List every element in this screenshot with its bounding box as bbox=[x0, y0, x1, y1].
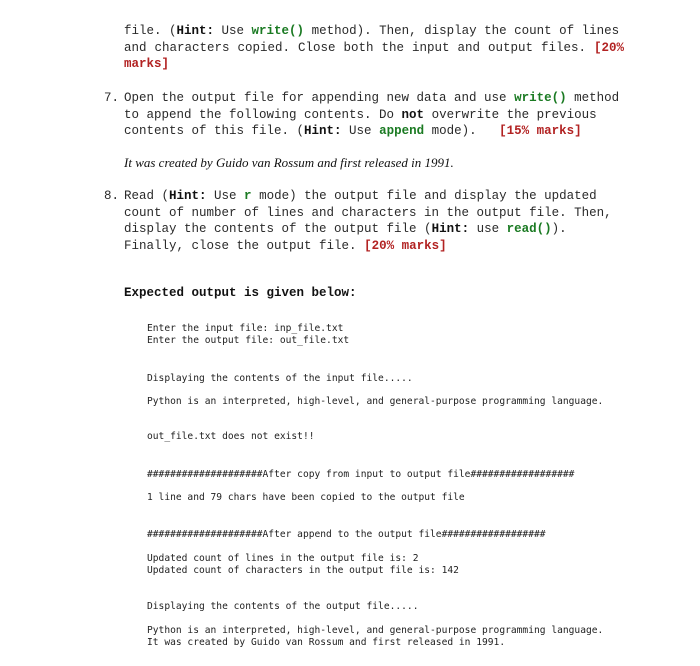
item-7-number: 7. bbox=[104, 91, 120, 105]
read-keyword: read() bbox=[506, 222, 552, 236]
not-keyword: not bbox=[401, 107, 425, 122]
hint-label: Hint: bbox=[304, 124, 342, 138]
output-line: out_file.txt does not exist!! bbox=[147, 431, 315, 442]
item-8-number: 8. bbox=[104, 189, 120, 203]
output-line: It was created by Guido van Rossum and first released in 1991. bbox=[147, 637, 506, 648]
item-6-line-2: and characters copied. Close both the input and output files. [20% marks] bbox=[124, 40, 624, 71]
append-quote: It was created by Guido van Rossum and first released in 1991. bbox=[124, 155, 454, 170]
output-line: ####################After copy from input to output file################## bbox=[147, 469, 575, 480]
hint-label: Hint: bbox=[169, 189, 207, 203]
output-line: Displaying the contents of the output file..... bbox=[147, 601, 419, 612]
expected-output-heading: Expected output is given below: bbox=[124, 286, 357, 300]
marks-label: [15% marks] bbox=[499, 124, 582, 138]
write-keyword: write() bbox=[251, 24, 305, 38]
hint-label: Hint: bbox=[176, 24, 215, 38]
item-8-text: Read (Hint: Use r mode) the output file and display the updated count of number of lines and characters in the output file. Then, display the contents of the output file (Hint: use read()). Finally, close the output file. [20% marks] bbox=[124, 189, 612, 253]
marks-label: [20% marks] bbox=[364, 238, 447, 253]
output-line: Python is an interpreted, high-level, and general-purpose programming language. bbox=[147, 396, 604, 407]
output-line: Displaying the contents of the input file..... bbox=[147, 373, 413, 384]
hint-label: Hint: bbox=[431, 222, 470, 236]
item-6-line-1: file. (Hint: Use write() method). Then, display the count of lines bbox=[124, 24, 620, 38]
output-line: Enter the output file: out_file.txt bbox=[147, 335, 350, 346]
item-6-continuation bbox=[124, 23, 624, 73]
output-line: Enter the input file: inp_file.txt bbox=[147, 323, 344, 334]
output-line: ####################After append to the output file################## bbox=[147, 529, 546, 540]
r-keyword: r bbox=[244, 189, 252, 203]
marks-label: [20% marks] bbox=[124, 40, 624, 71]
output-line: 1 line and 79 chars have been copied to the output file bbox=[147, 492, 465, 503]
append-keyword: append bbox=[379, 124, 425, 138]
output-line: Python is an interpreted, high-level, and general-purpose programming language. bbox=[147, 625, 604, 636]
output-line: Updated count of characters in the output file is: 142 bbox=[147, 565, 459, 576]
item-7-text: Open the output file for appending new data and use write() method to append the following contents. Do not overwrite the previous contents of this file. (Hint: Use append mode). [15% marks] bbox=[124, 91, 620, 138]
output-line: Updated count of lines in the output file is: 2 bbox=[147, 553, 419, 564]
write-keyword: write() bbox=[514, 91, 567, 105]
